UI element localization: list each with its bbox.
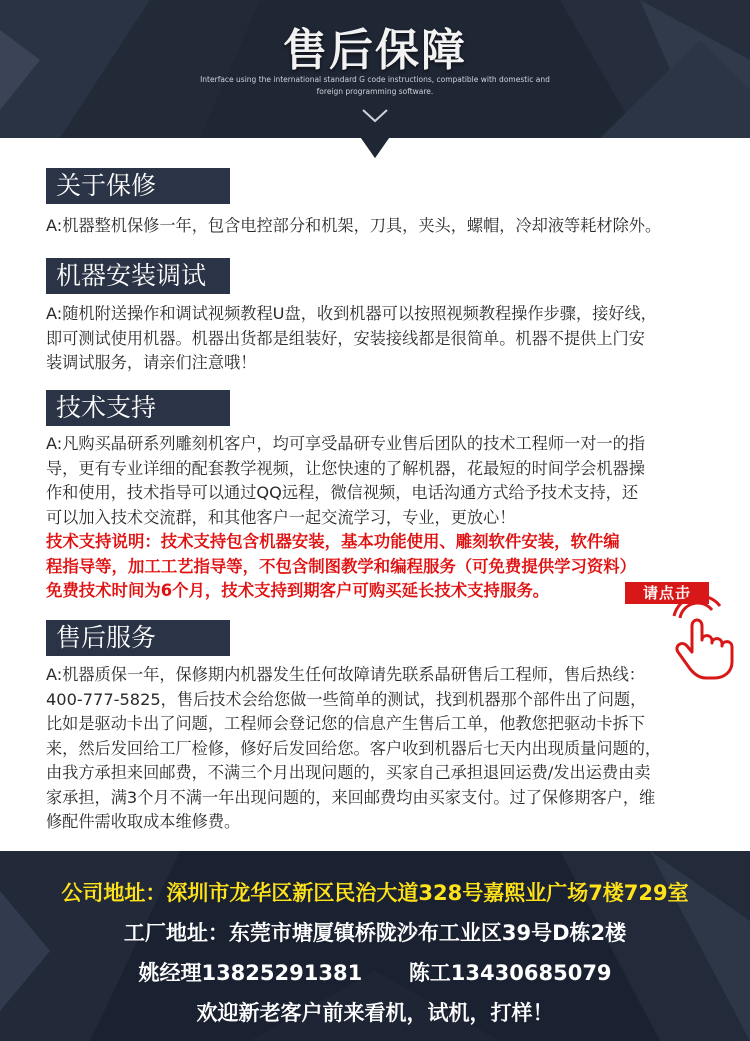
text-line: 作和使用，技术指导可以通过QQ远程，微信视频，电话沟通方式给予技术支持，还 [46, 483, 639, 502]
subtitle-line-1: Interface using the international standard G code instructions, compatible with domestic and [200, 75, 550, 84]
subtitle-line-2: foreign programming software. [316, 87, 434, 96]
notice-line: 免费技术时间为6个月，技术支持到期客户可购买延长技术支持服务。 [46, 581, 550, 600]
company-address: 公司地址：深圳市龙华区新区民治大道328号嘉熙业广场7楼729室 [61, 881, 689, 905]
page-subtitle [0, 74, 750, 98]
tech-support-notice [46, 530, 726, 604]
welcome-text: 欢迎新老客户前来看机，试机，打样！ [196, 1001, 554, 1025]
notice-line: 技术支持说明：技术支持包含机器安装，基本功能使用、雕刻软件安装，软件编 [46, 532, 620, 551]
text-line: A:机器质保一年，保修期内机器发生任何故障请先联系晶研售后工程师，售后热线： [46, 665, 645, 684]
contact-manager: 姚经理13825291381 [138, 961, 363, 985]
tech-support-text [46, 432, 726, 530]
page-title: 售后保障 [283, 25, 467, 76]
text-line: 比如是驱动卡出了问题，工程师会登记您的信息产生售后工单，他教您把驱动卡拆下 [46, 714, 645, 733]
contact-row [0, 957, 750, 987]
notice-line: 程指导等，加工工艺指导等，不包含制图教学和编程服务（可免费提供学习资料） [46, 556, 637, 576]
text-line: 导，更有专业详细的配套教学视频，让您快速的了解机器，花最短的时间学会机器操 [46, 458, 645, 478]
text-line: 由我方承担来回邮费，不满三个月出现问题的，买家自己承担退回运费/发出运费由卖 [46, 763, 651, 782]
text-line: A:凡购买晶研系列雕刻机客户，均可享受晶研专业售后团队的技术工程师一对一的指 [46, 434, 645, 453]
after-sales-text [46, 663, 726, 835]
footer-contact-panel [0, 851, 750, 1041]
text-line: 即可测试使用机器。机器出货都是组装好，安装接线都是很简单。机器不提供上门安 [46, 328, 645, 348]
text-line: 修配件需收取成本维修费。 [46, 812, 241, 831]
section-title-after-sales: 售后服务 [46, 620, 230, 656]
factory-address: 工厂地址：东莞市塘厦镇桥陇沙布工业区39号D栋2楼 [123, 921, 627, 945]
text-line: 400-777-5825，售后技术会给您做一些简单的测试，找到机器那个部件出了问题， [46, 689, 647, 709]
text-line: A:机器整机保修一年，包含电控部分和机架，刀具，夹头，螺帽，冷却液等耗材除外。 [46, 216, 662, 235]
warranty-text [46, 214, 726, 239]
installation-text [46, 302, 726, 376]
text-line: 家承担，满3个月不满一年出现问题的，来回邮费均由买家支付。过了保修期客户，维 [46, 787, 656, 807]
banner-notch [0, 138, 750, 160]
header-banner [0, 0, 750, 158]
section-title-warranty: 关于保修 [46, 168, 230, 204]
text-line: A:随机附送操作和调试视频教程U盘，收到机器可以按照视频教程操作步骤，接好线， [46, 304, 657, 323]
text-line: 来，然后发回给工厂检修，修好后发回给您。客户收到机器后七天内出现质量问题的， [46, 738, 662, 758]
chevron-down-icon [361, 108, 389, 124]
text-line: 装调试服务，请亲们注意哦！ [46, 353, 257, 372]
section-title-tech-support: 技术支持 [46, 390, 230, 426]
click-here-button[interactable]: 请点击 [625, 582, 709, 604]
section-title-installation: 机器安装调试 [46, 258, 230, 294]
text-line: 可以加入技术交流群，和其他客户一起交流学习，专业，更放心！ [46, 507, 516, 527]
contact-engineer: 陈工13430685079 [408, 961, 612, 985]
